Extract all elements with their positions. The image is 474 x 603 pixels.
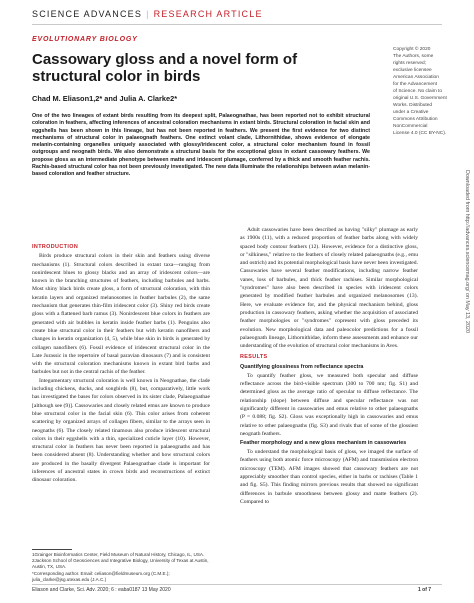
- header-separator: |: [146, 9, 150, 19]
- affiliation-note: 1Grainger Bioinformatics Center, Field Museum of Natural History, Chicago, IL, USA. 2Jackson School of Geosciences and Integrative Biology, University of Texas at Austin, Austin, TX, USA.: [32, 552, 209, 570]
- subject-category: EVOLUTIONARY BIOLOGY: [32, 36, 138, 43]
- copyright-line: NonCommercial: [393, 124, 428, 129]
- copyright-line: rights reserved;: [393, 61, 427, 66]
- body-paragraph: Integumentary structural coloration is well known in Neognathae, the clade including chickens, ducks, and songbirds (8), but, comparatively, little work has investigated the bases for colors observed in its sister clade, Palaeognathae [although see (9)]. Cassowaries and closely related emus are known to produce blue structural color in the facial skin (6). This color arises from coherent scattering by organized arrays of collagen fibers, similar to the arrays seen in neognaths (6). The closely related tinamous also produce iridescent structural colors in their eggshells with a thin, specialized cuticle layer (10). However, structural color in feathers has never been reported in palaeognaths and has been considered absent (8). Understanding whether and how structural colors are produced in the basally divergent Palaeognathae clade is important for inferences of ancestral states in crown birds and reconstructions of extinct dinosaur coloration.: [32, 377, 210, 484]
- copyright-line: of Science. No claim to: [393, 89, 443, 94]
- header-rule: [32, 24, 442, 25]
- footer-rule: [32, 584, 442, 585]
- citation-footer: Eliason and Clarke, Sci. Adv. 2020; 6 : eaba0187 13 May 2020: [32, 587, 171, 593]
- footnote-rule: [32, 549, 72, 550]
- section-heading-results: RESULTS: [240, 354, 268, 361]
- body-paragraph: Birds produce structural colors in their skin and feathers using diverse mechanisms (1). Structural colors described in extant taxa—ranging from nonirdescent blues to glossy blacks and an array of iridescent colors—are known in the branching structures of feathers, including barbules and barbs. Most shiny black birds create gloss, a form of structural coloration, with thin keratin layers and organized melanosomes in feather barbules (2), the same mechanism that generates thin-film iridescent color (3). Shiny red birds create gloss with a flattened barb ramus (3). Nonirdescent blue colors in feathers are generated with air bubbles in keratin inside feather barbs (1). Penguins also create blue structural color in their feathers but with keratin nanofibers and changes in keratin organization (4, 5), while blue skin in birds is generated by collagen nanofibers (6). Fossil evidence of iridescent structural color in the Late Jurassic in the repertoire of basal paravian dinosaurs (7) and is consistent with the structural coloration mechanisms known in extant bird barbs and barbules but not in the central rachis of the feather.: [32, 253, 210, 376]
- copyright-line: License 4.0 (CC BY-NC).: [393, 131, 447, 136]
- body-paragraph: To quantify feather gloss, we measured both specular and diffuse reflectance across the bird-visible spectrum (300 to 700 nm; fig. S1) and determined gloss as the average ratio of specular to diffuse reflectance. The relationship (slope) between diffuse and specular reflectance was not significantly different in cassowaries and emus relative to other palaeognaths (P = 0.088; fig. S2). Gloss was exceptionally high in cassowaries and emus relative to other palaeognaths (fig. S3) and rivals that of some of the glossiest neognath feathers.: [240, 372, 418, 437]
- article-type: RESEARCH ARTICLE: [153, 9, 263, 19]
- subsection-heading: Quantifying glossiness from reflectance spectra: [240, 363, 364, 370]
- page-number: 1 of 7: [418, 587, 432, 593]
- left-column: [32, 240, 210, 485]
- copyright-line: American Association: [393, 75, 439, 80]
- copyright-line: exclusive licensee: [393, 68, 432, 73]
- download-link-text[interactable]: Downloaded from http://advances.sciencemag.org/ on May 13, 2020: [464, 170, 470, 334]
- affiliations-footnotes: [32, 552, 210, 583]
- author-list: Chad M. Eliason1,2* and Julia A. Clarke2*: [32, 94, 178, 103]
- copyright-line: Works. Distributed: [393, 103, 433, 108]
- copyright-line: Commons Attribution: [393, 117, 438, 122]
- section-heading-introduction: INTRODUCTION: [32, 244, 79, 250]
- corresponding-author-note: *Corresponding author. Email: celiason@fieldmuseum.org (C.M.E.); julia_clarke@jsg.utexas.edu (J.A.C.): [32, 570, 170, 582]
- abstract: One of the two lineages of extant birds resulting from its deepest split, Palaeognathae, has been reported not to exhibit structural coloration in feathers, affecting inferences of ancestral coloration mechanisms in extant birds. Structural coloration in facial skin and eggshells has been shown in this lineage, but has not been reported in feathers. We present the first evidence for two distinct mechanisms of structural color in palaeognath feathers. One extinct volant clade, Lithornithidae, shows evidence of elongate melanin-containing organelles uniquely associated with glossy/iridescent color, a structural color mechanism found in fossil outgroups and neognath birds. We also demonstrate a structural basis for the exceptional gloss in extant cassowary feathers. We propose gloss as an intermediate phenotype between matte and iridescent plumage, conferred by a thick and smooth feather rachis. Rachis-based structural color has not been previously investigated. The new data illuminate the relationships between avian melanin-based coloration and feather structure.: [32, 113, 370, 178]
- body-paragraph: To understand the morphological basis of gloss, we imaged the surface of feathers using both atomic force microscopy (AFM) and transmission electron microscopy (TEM). AFM images showed that cassowary feathers are not appreciably smoother than control species, either in barbs or rachises (Table 1 and fig. S5). This finding mirrors previous results that showed no significant differences in barbule smoothness between glossy and matte feathers (2). Compared to: [240, 449, 418, 505]
- copyright-line: original U.S. Government: [393, 96, 447, 101]
- download-watermark: [463, 170, 471, 470]
- subsection-heading: Feather morphology and a new gloss mechanism in cassowaries: [240, 440, 407, 447]
- journal-name: SCIENCE ADVANCES: [32, 9, 143, 19]
- copyright-line: for the Advancement: [393, 82, 437, 87]
- copyright-notice: [393, 46, 457, 137]
- body-paragraph: Adult cassowaries have been described as having "silky" plumage as early as 1900s (11), with a reduced proportion of feather barbs along with widely spaced body contour feathers (12). However, evidence for a distinctive gloss, or "silkiness," relative to the feathers of closely related palaeognaths (e.g., emu and ostrich) and its potential morphological basis have never been investigated. Cassowaries have several feather modifications, including narrow feather vanes, loss of barbules, and thick feather rachises. Similar morphological "syndromes" have also been described in species with iridescent colors generated by modified feather barbules and organized melanosomes (13). Here, we evaluate evidence for, and the physical mechanism behind, gloss production in cassowary feathers, asking whether the acquisition of associated feather morphologies or "syndromes" copresent with gloss preceded its evolution. New morphological data and paleocolor predictions for a fossil palaeognath lineage, Lithornithidae, inform these assessments and enhance our understanding of the evolution of structural color mechanisms in Aves.: [240, 227, 418, 350]
- article-title: Cassowary gloss and a novel form of structural color in birds: [32, 51, 298, 85]
- journal-header: [32, 9, 372, 19]
- copyright-line: The Authors, some: [393, 54, 434, 59]
- copyright-line: under a Creative: [393, 110, 429, 115]
- copyright-line: Copyright © 2020: [393, 47, 431, 52]
- right-column: [240, 226, 418, 506]
